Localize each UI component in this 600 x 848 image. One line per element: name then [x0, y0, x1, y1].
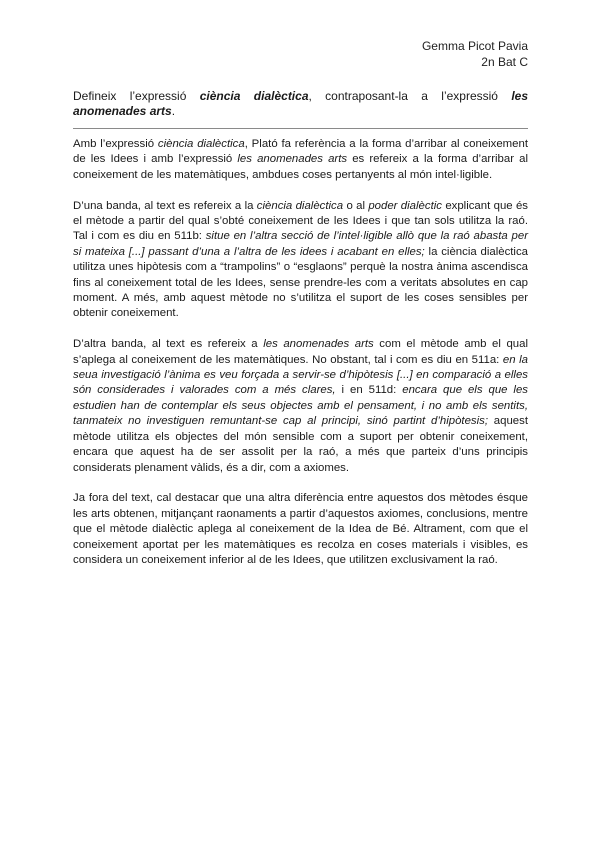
paragraph-2	[73, 199, 528, 322]
paragraph-3-text-1: D’altra banda, al text es refereix a	[73, 338, 264, 351]
paragraph-3-text-2: com el mètode amb el qual s’aplega al coneixement de les matemàtiques. No obstant, tal i com es diu en 511a:	[73, 338, 528, 366]
question-text-2: , contraposant-la a l’expressió	[308, 89, 512, 103]
question-term-ciencia-dialectica: ciència dialèctica	[199, 89, 309, 103]
paragraph-2-text-4: la ciència dialèctica utilitza unes hipòtesis com a “trampolins” o “esglaons” perquè la nostra ànima ascendisca fins al coneixement total de les Idees, sense prendre-les com a veritats absolutes en cap moment. A més, amb aquest mètode no s’utilitza el suport de les coses sensibles per obtenir coneixement.	[73, 245, 528, 320]
paragraph-1-emphasis-1: ciència dialèctica	[157, 138, 245, 150]
question-text-3: .	[171, 104, 176, 118]
horizontal-divider	[73, 128, 528, 129]
paragraph-3-text-4: aquest mètode utilitza els objectes del món sensible com a suport per obtenir coneixement, encara que aquest ha de ser assolit per la raó, a més que parteix d’uns principis considerats plenament vàlids, és a dir, com a axiomes.	[73, 415, 528, 474]
paragraph-2-text-2: o al	[343, 199, 369, 212]
author-name: Gemma Picot Pavia	[421, 39, 528, 53]
answer-body	[73, 137, 528, 584]
question-text-1: Defineix l’expressió	[73, 89, 200, 103]
paragraph-1	[73, 137, 528, 183]
question-term-anomenades-arts: les anomenades arts	[73, 89, 528, 118]
paragraph-2-text-1: D’una banda, al text es refereix a la	[73, 199, 257, 212]
paragraph-3-quote-1: en la seua investigació l’ànima es veu forçada a servir-se d’hipòtesis [...] en comparació a elles són considerades i valorades com a més clares,	[73, 353, 528, 397]
paragraph-2-emphasis-2: poder dialèctic	[368, 199, 442, 212]
question-prompt	[73, 89, 528, 119]
paragraph-3-quote-2: encara que els que les estudien han de contemplar els seus objectes amb el pensament, i no amb els sentits, tanmateix no investiguen remuntant-se cap al principi, sinó partint d’hipòtesis;	[73, 384, 528, 428]
paragraph-3	[73, 337, 528, 476]
paragraph-1-text-3: es refereix a la forma d’arribar al coneixement de les matemàtiques, ambdues coses pertanyents al món intel·ligible.	[73, 153, 528, 181]
paragraph-3-emphasis-1: les anomenades arts	[263, 338, 374, 351]
paragraph-4-text-1: Ja fora del text, cal destacar que una altra diferència entre aquestos dos mètodes ésque les arts obtenen, mitjançant raonaments a partir d’aquestos axiomes, conclusions, mentre que el mètode dialèctic aplega al coneixement de la Idea de Bé. Altrament, com que el coneixement aportat per les matemàtiques es recolza en coses materials i visibles, es considera un coneixement inferior al de les Idees, que utilitzen exclusivament la raó.	[73, 492, 528, 566]
paragraph-1-text-2: , Plató fa referència a la forma d’arribar al coneixement de les Idees i amb l’expressió	[73, 138, 529, 166]
paragraph-2-quote: situe en l’altra secció de l’intel·ligible allò que la raó abasta per si mateixa [...] passant d’una a l’altra de les idees i acabant en elles;	[73, 230, 528, 258]
course-label: 2n Bat C	[481, 55, 528, 69]
paragraph-2-text-3: explicant que és el mètode a partir del qual s’obté coneixement de les Idees i que tan sols utilitza la raó. Tal i com es diu en 511b:	[73, 199, 528, 243]
author-block	[422, 38, 528, 70]
paragraph-3-text-3: i en 511d:	[335, 384, 403, 397]
paragraph-4	[73, 491, 528, 568]
paragraph-2-emphasis-1: ciència dialèctica	[256, 199, 344, 212]
paragraph-1-emphasis-2: les anomenades arts	[237, 153, 348, 166]
paragraph-1-text-1: Amb l’expressió	[73, 138, 158, 150]
